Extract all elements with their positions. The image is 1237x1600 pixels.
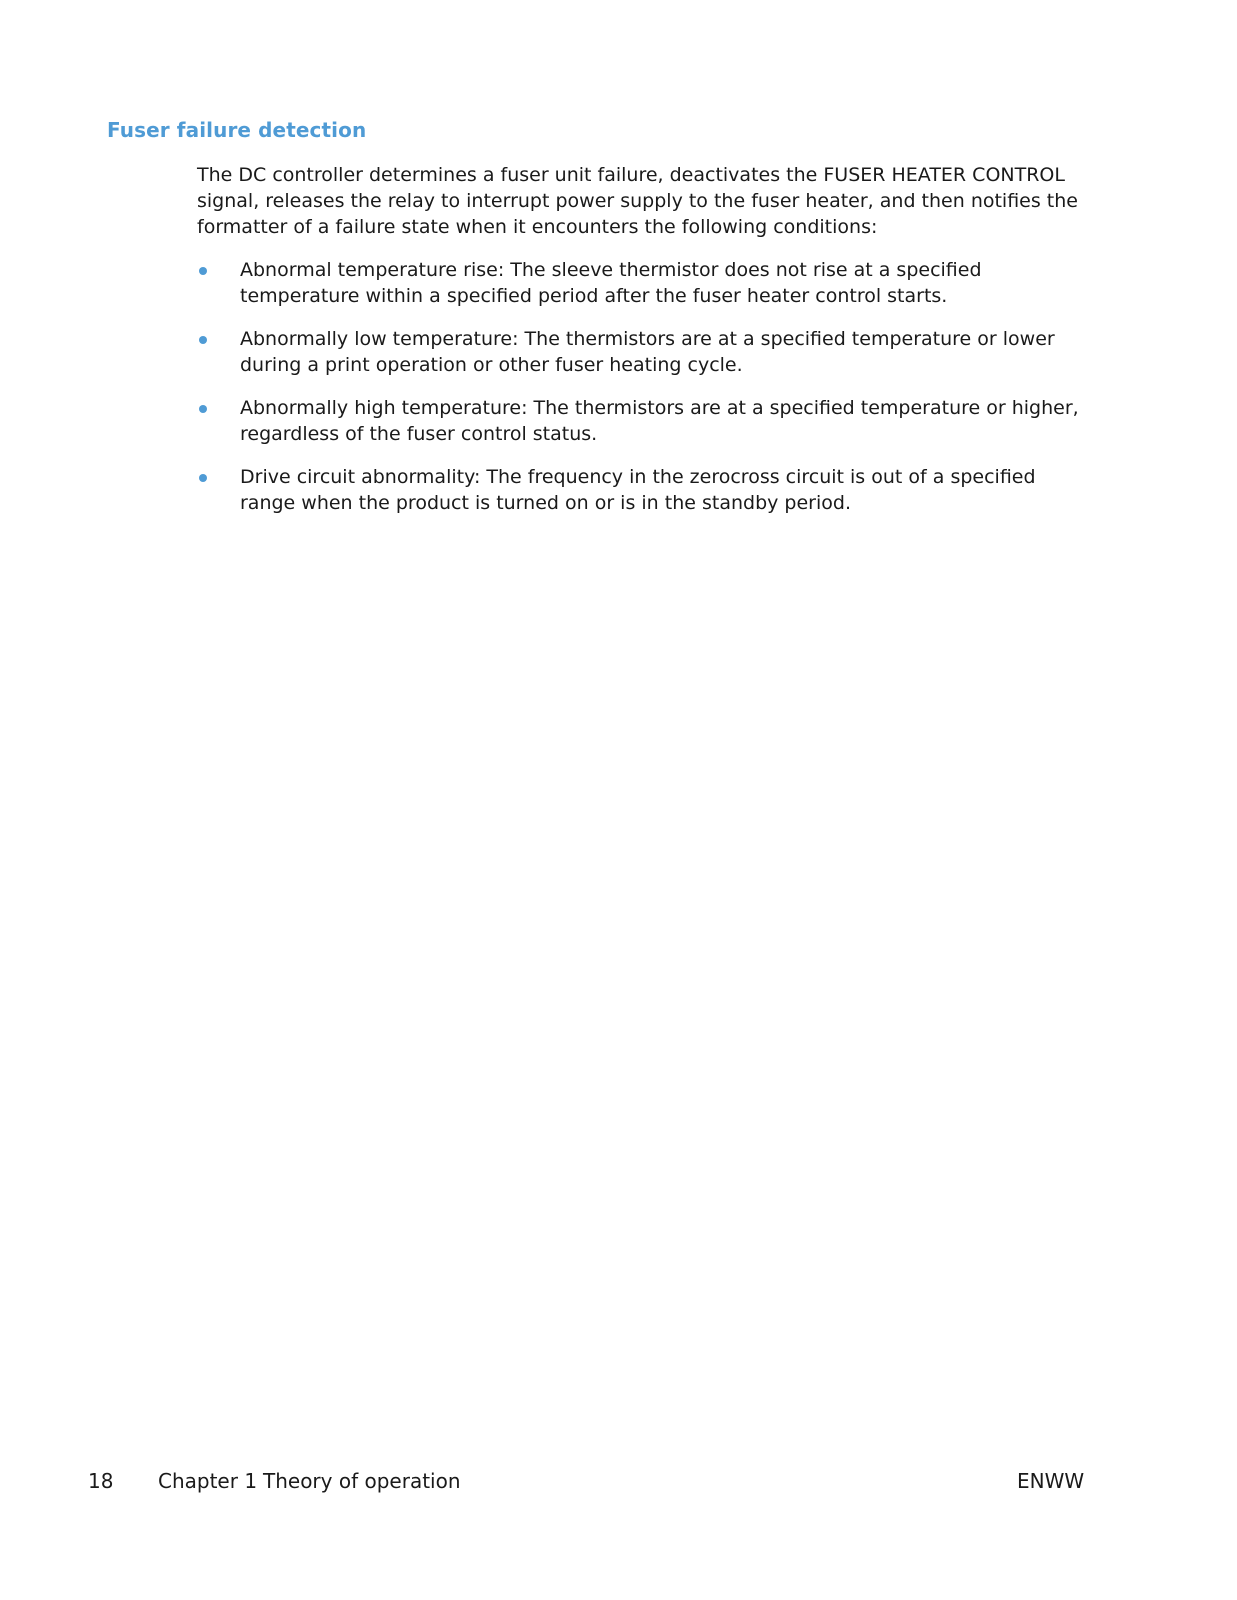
list-item [197,326,1087,378]
chapter-title: Theory of operation [263,1469,461,1493]
list-item-text: Drive circuit abnormality: The frequency in the zerocross circuit is out of a specified range when the product is turned on or is in the standby period. [240,466,1036,514]
page-number: 18 [88,1469,114,1493]
list-item-text: Abnormally high temperature: The thermistors are at a specified temperature or higher, regardless of the fuser control status. [240,397,1079,445]
bullet-icon [199,336,207,344]
edition-label: ENWW [1017,1469,1085,1493]
section-heading: Fuser failure detection [107,118,367,142]
bullet-icon [199,267,207,275]
bullet-icon [199,474,207,482]
list-item [197,395,1087,447]
list-item-text: Abnormal temperature rise: The sleeve thermistor does not rise at a specified temperature within a specified period after the fuser heater control starts. [240,259,982,307]
list-item [197,464,1087,516]
list-item [197,257,1087,309]
condition-list [197,257,1087,533]
bullet-icon [199,405,207,413]
list-item-text: Abnormally low temperature: The thermistors are at a specified temperature or lower during a print operation or other fuser heating cycle. [240,328,1055,376]
chapter-label: Chapter 1 [158,1469,258,1493]
intro-paragraph: The DC controller determines a fuser unit failure, deactivates the FUSER HEATER CONTROL signal, releases the relay to interrupt power supply to the fuser heater, and then notifies the formatter of a failure state when it encounters the following conditions: [197,164,1078,238]
